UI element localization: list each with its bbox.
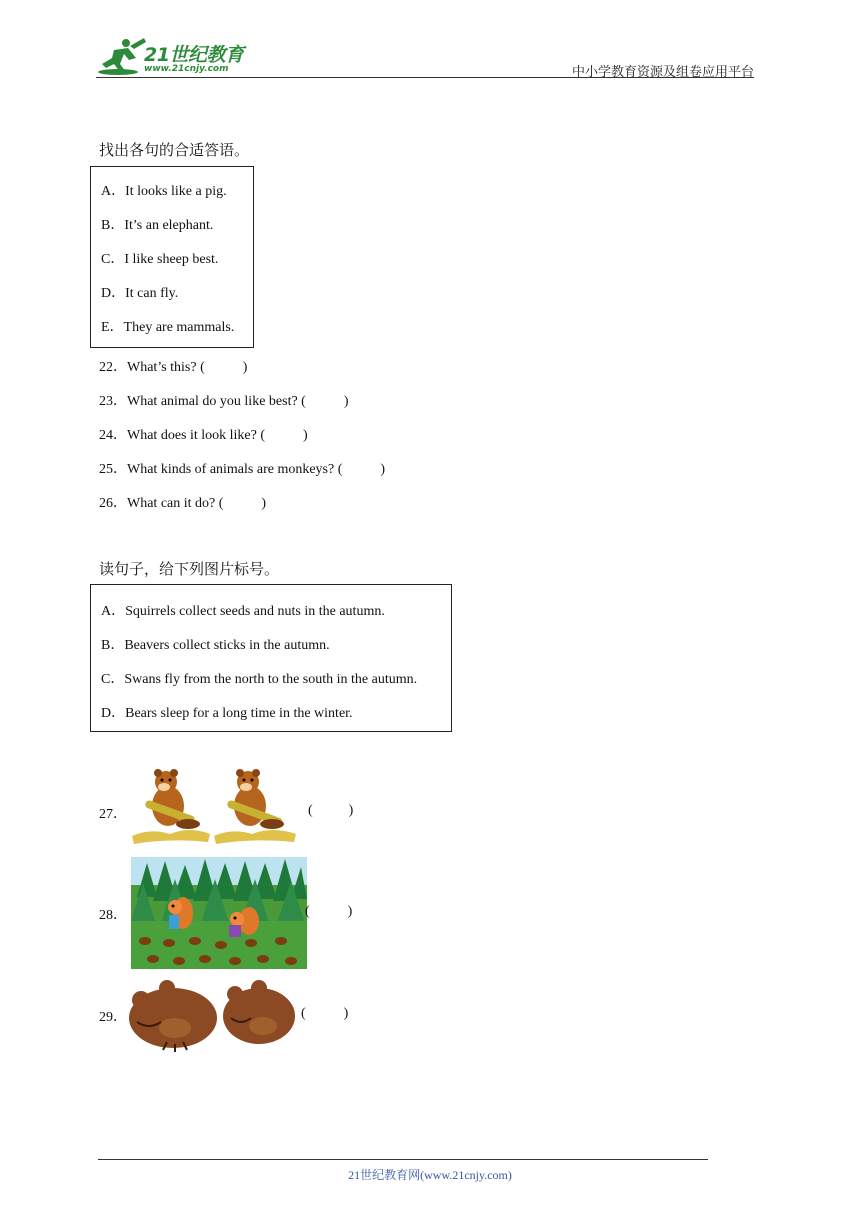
- picture-29-answer[interactable]: ( ): [301, 1006, 349, 1021]
- option-e: E．They are mammals.: [101, 320, 235, 335]
- picture-27-answer[interactable]: ( ): [308, 803, 354, 818]
- sentence-b: B．Beavers collect sticks in the autumn.: [101, 638, 330, 653]
- sentence-options-box: [90, 584, 452, 732]
- question-26: 26．What can it do? ( ): [99, 496, 267, 511]
- question-24: 24．What does it look like? ( ): [99, 428, 308, 443]
- picture-29-number: 29．: [99, 1010, 127, 1025]
- option-a: A．It looks like a pig.: [101, 184, 227, 199]
- question-25: 25．What kinds of animals are monkeys? ( ): [99, 462, 386, 477]
- question-22: 22．What’s this? ( ): [99, 360, 248, 375]
- section-2-title: 读句子，给下列图片标号。: [99, 562, 280, 578]
- sentence-c: C．Swans fly from the north to the south in the autumn.: [101, 672, 418, 687]
- section-1-title: 找出各句的合适答语。: [99, 143, 250, 159]
- picture-28-number: 28．: [99, 908, 127, 923]
- logo-text: 21世纪教育: [144, 44, 244, 66]
- picture-27-number: 27．: [99, 807, 127, 822]
- header-divider: [96, 77, 754, 78]
- option-b: B．It’s an elephant.: [101, 218, 214, 233]
- squirrels-forest-image: [131, 857, 307, 969]
- footer-divider: [98, 1159, 708, 1160]
- option-d: D．It can fly.: [101, 286, 179, 301]
- footer-link[interactable]: 21世纪教育网(www.21cnjy.com): [348, 1168, 512, 1182]
- logo-url: www.21cnjy.com: [144, 64, 229, 74]
- option-c: C．I like sheep best.: [101, 252, 219, 267]
- beavers-image: [130, 768, 300, 846]
- sleeping-bears-image: [127, 974, 299, 1054]
- answer-options-box: [90, 166, 254, 348]
- picture-28-answer[interactable]: ( ): [305, 904, 353, 919]
- platform-name: 中小学教育资源及组卷应用平台: [571, 64, 754, 79]
- sentence-d: D．Bears sleep for a long time in the winter.: [101, 706, 353, 721]
- sentence-a: A．Squirrels collect seeds and nuts in the autumn.: [101, 604, 385, 619]
- question-23: 23．What animal do you like best? ( ): [99, 394, 349, 409]
